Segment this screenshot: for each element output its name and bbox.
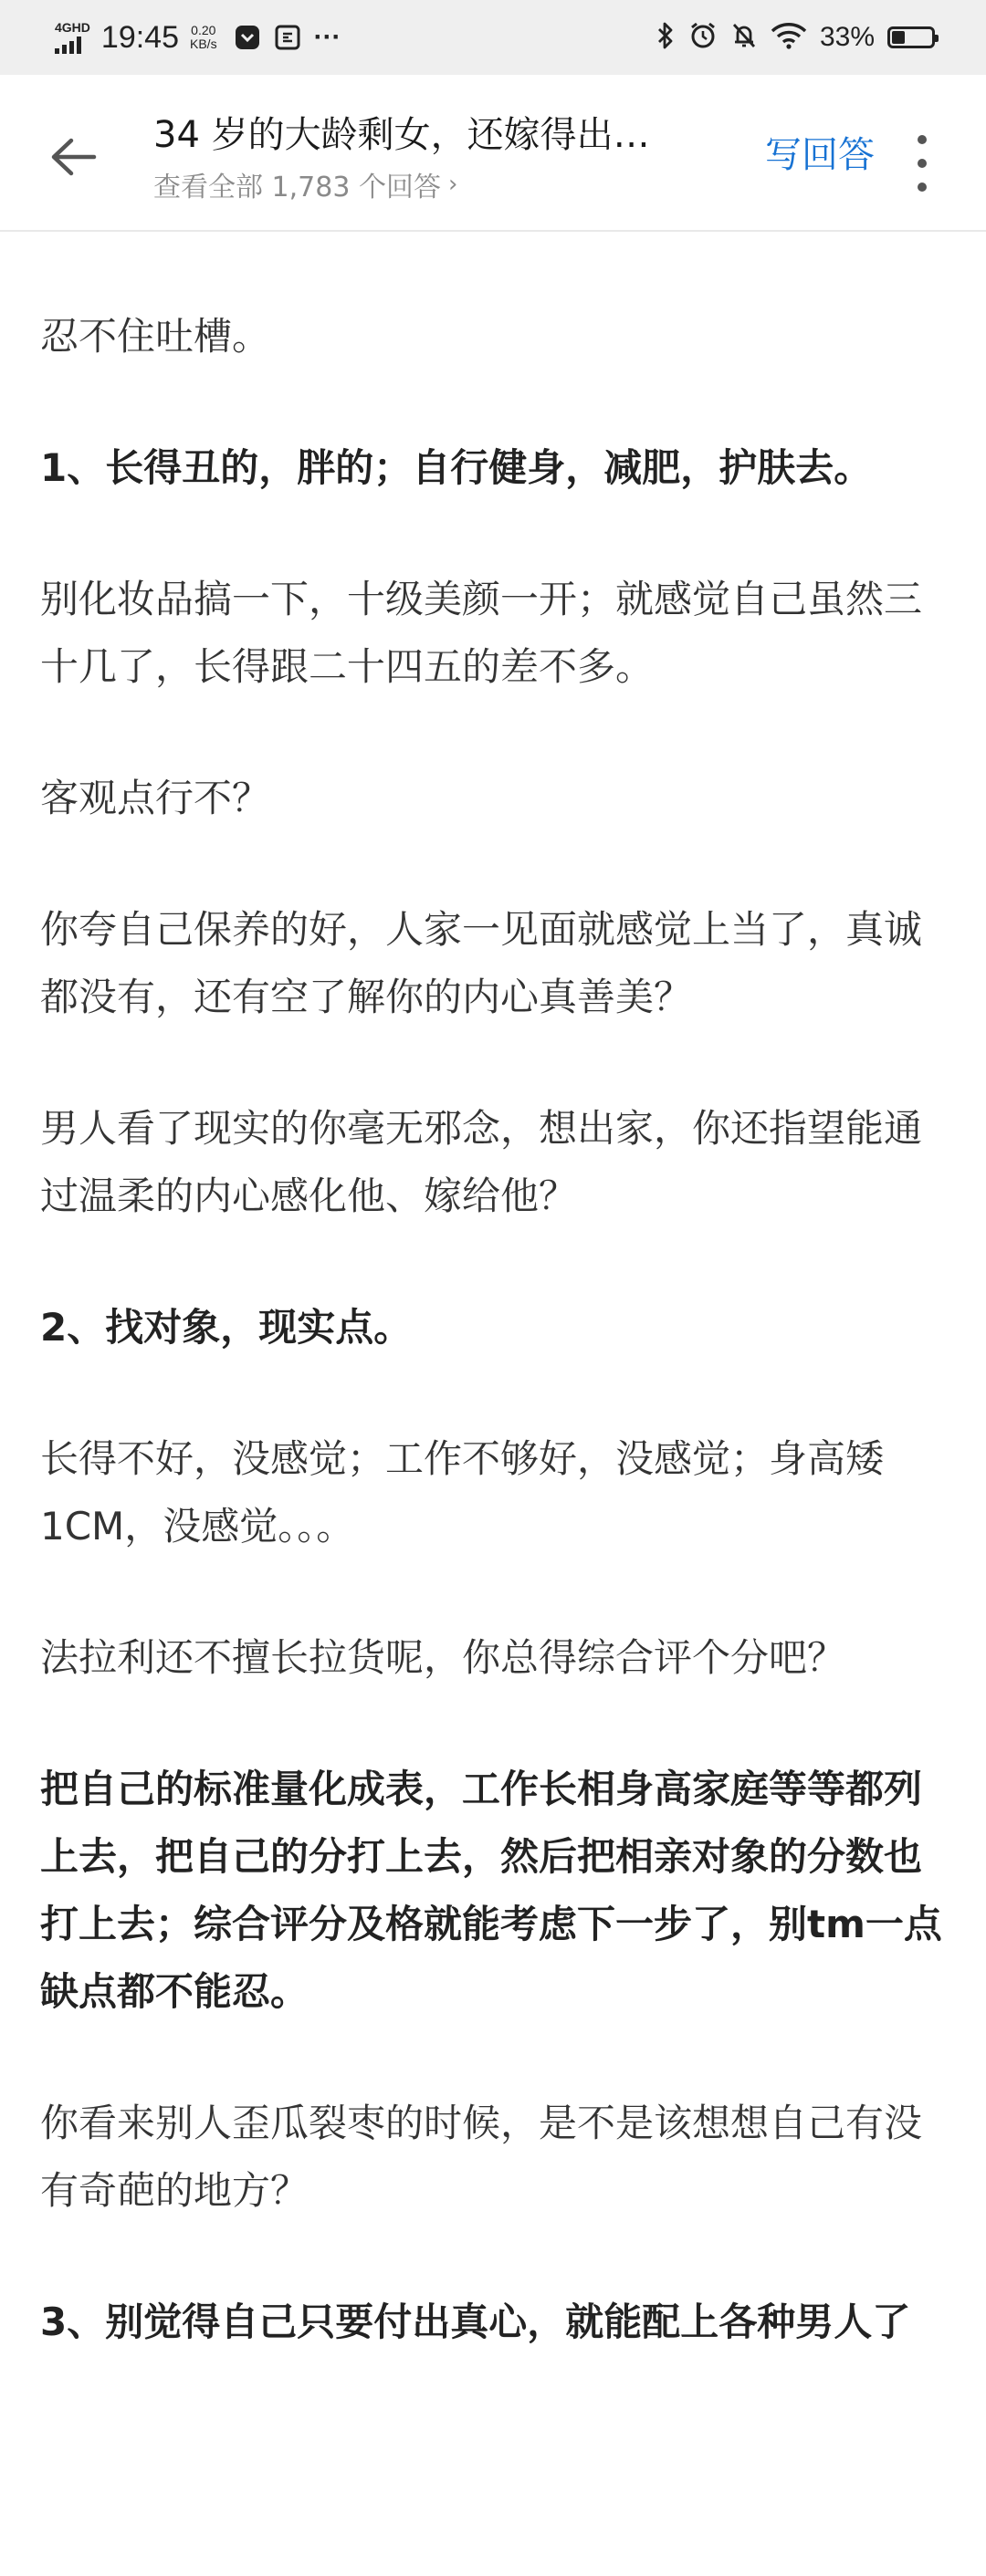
answer-heading: 1、长得丑的，胖的；自行健身，减肥，护肤去。 <box>40 445 873 490</box>
message-notification-icon <box>234 24 261 51</box>
answer-paragraph: 你夸自己保养的好，人家一见面就感觉上当了，真诚都没有，还有空了解你的内心真善美？ <box>40 907 923 1019</box>
write-answer-button[interactable]: 写回答 <box>765 134 875 176</box>
more-dot-icon <box>918 183 927 192</box>
answer-heading: 3、别觉得自己只要付出真心，就能配上各种男人了 <box>40 2300 911 2344</box>
question-title-area[interactable] <box>153 110 756 204</box>
view-all-answers-link[interactable] <box>153 164 756 204</box>
battery-icon <box>887 26 935 48</box>
answer-emphasis-paragraph: 把自己的标准量化成表，工作长相身高家庭等等都列上去，把自己的分打上去，然后把相亲对象的分数也打上去；综合评分及格就能考虑下一步了，别tm一点缺点都不能忍。 <box>40 1767 942 2014</box>
status-right <box>656 0 935 75</box>
answer-paragraph: 法拉利还不擅长拉货呢，你总得综合评个分吧？ <box>40 1635 846 1680</box>
answer-paragraph: 男人看了现实的你毫无邪念，想出家，你还指望能通过温柔的内心感化他、嫁给他？ <box>40 1106 923 1218</box>
answer-paragraph: 长得不好，没感觉；工作不够好，没感觉；身高矮1CM，没感觉。。。 <box>40 1436 885 1549</box>
answer-content <box>0 232 986 2356</box>
chevron-right-icon: › <box>447 171 458 198</box>
status-bar <box>0 0 986 75</box>
bluetooth-icon <box>656 21 676 55</box>
answer-paragraph: 客观点行不？ <box>40 776 271 820</box>
wifi-icon <box>771 22 807 54</box>
speed-unit: KB/s <box>190 37 217 51</box>
back-arrow-icon <box>49 137 97 177</box>
answer-paragraph: 忍不住吐槽。 <box>40 314 271 359</box>
answer-heading: 2、找对象，现实点。 <box>40 1305 413 1350</box>
more-dot-icon <box>918 135 927 144</box>
app-notification-icon <box>274 24 301 51</box>
more-options-button[interactable] <box>904 131 940 195</box>
mute-bell-icon <box>730 21 758 55</box>
question-title[interactable]: 34 岁的大龄剩女，还嫁得出… <box>153 114 650 156</box>
speed-value: 0.20 <box>191 23 216 37</box>
battery-percentage: 33% <box>819 22 875 52</box>
back-button[interactable] <box>46 130 100 184</box>
network-indicator <box>55 21 90 54</box>
signal-icon <box>55 36 81 54</box>
clock: 19:45 <box>100 19 179 55</box>
view-all-answers-label: 查看全部 1,783 个回答 <box>153 172 441 203</box>
battery-level <box>892 31 905 44</box>
answer-paragraph: 别化妆品搞一下，十级美颜一开；就感觉自己虽然三十几了，长得跟二十四五的差不多。 <box>40 577 923 689</box>
network-speed <box>190 24 217 51</box>
question-header <box>0 75 986 232</box>
status-left <box>55 0 354 75</box>
more-notifications-icon: ··· <box>313 22 341 52</box>
network-type: 4GHD <box>55 20 90 35</box>
more-dot-icon <box>918 159 927 168</box>
alarm-icon <box>688 21 718 55</box>
answer-paragraph: 你看来别人歪瓜裂枣的时候，是不是该想想自己有没有奇葩的地方？ <box>40 2101 923 2213</box>
